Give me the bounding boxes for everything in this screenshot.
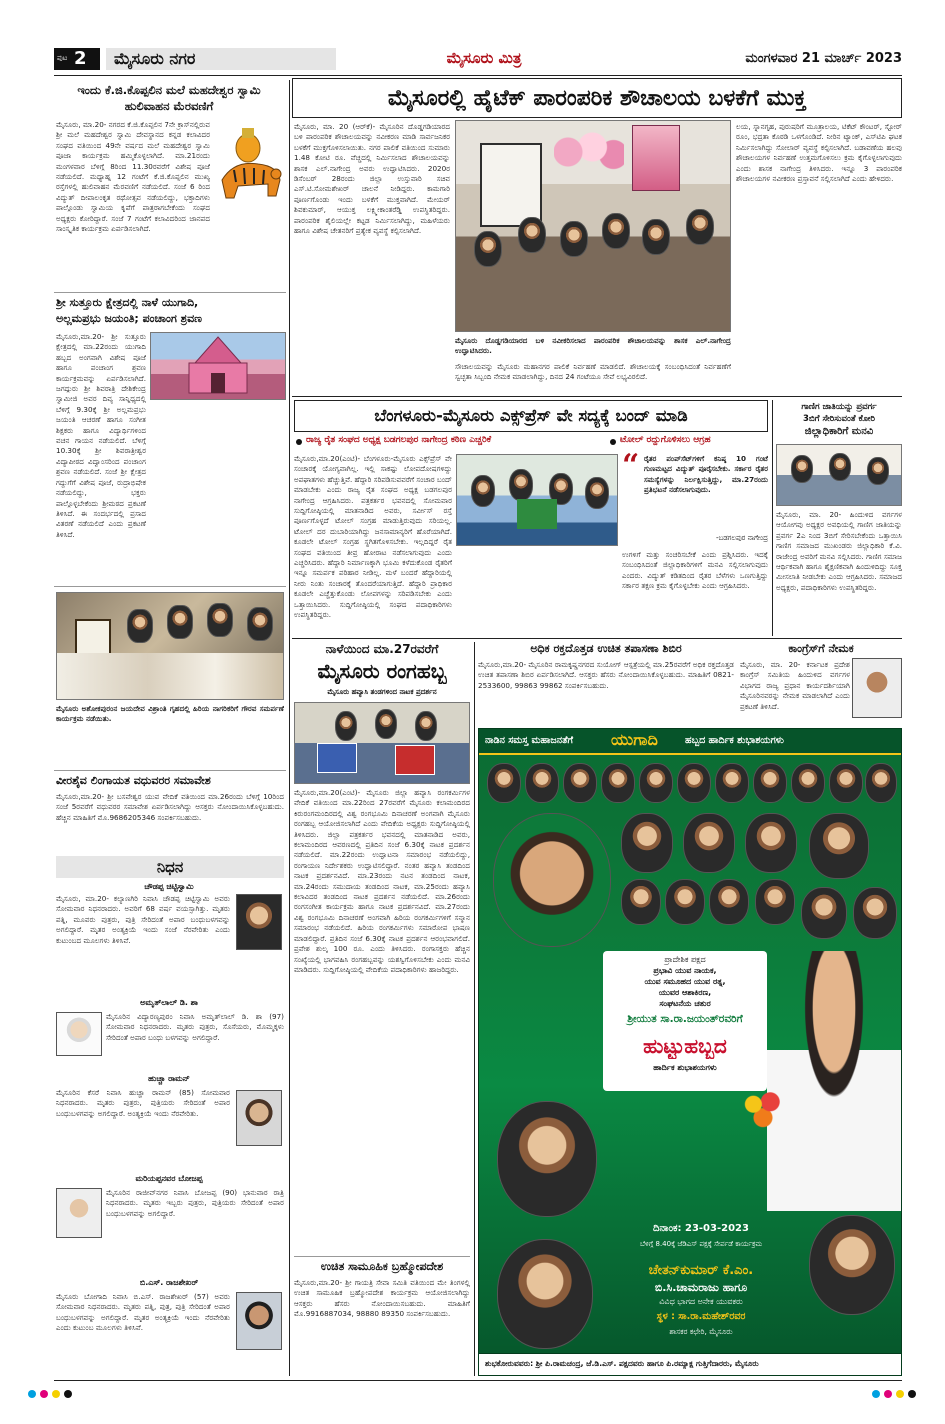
person-c [867, 457, 889, 485]
ad-venue-2: ಶಾಸಕರ ಕಛೇರಿ, ಮೈಸೂರು [669, 1327, 733, 1336]
leader-photo [563, 763, 597, 803]
felicitation-photo [56, 592, 284, 700]
obit-photo [56, 1188, 102, 1238]
obit-photo [236, 1292, 282, 1350]
page-label: ಪುಟ [57, 54, 68, 62]
bandh-quote-box [622, 448, 768, 546]
lead-headline: ಮೈಸೂರಲ್ಲಿ ಹೈಟೆಕ್ ಪಾರಂಪರಿಕ ಶೌಚಾಲಯ ಬಳಕೆಗೆ ಮುಕ್ತ [387, 86, 807, 111]
tiger-vehicle-photo [214, 124, 286, 202]
column-rule [474, 642, 475, 1376]
supporter-photo [853, 887, 897, 939]
rangahabba-headline: ಮೈಸೂರು ರಂಗಹಬ್ಬ [317, 659, 447, 683]
column-rule [772, 400, 773, 636]
bandh-subhead-row [294, 434, 768, 450]
rangahabba-body: ಮೈಸೂರು,ಮಾ.20(ಎಂಟಿ)- ಮೈಸೂರು ಜಿಲ್ಲಾ ಹವ್ಯಾಸಿ ರಂಗಕರ್ಮಿಗಳ ವೇದಿಕೆ ವತಿಯಿಂದ ಮಾ.22ರಿಂದ 27ರವರೆಗೆ ಮೈಸೂರು ಕಲಾಮಂದಿರದ ಕಿರುರಂಗಮಂದಿರದಲ್ಲಿ ವಿಶ್ವ ರಂಗಭೂಮಿ ದಿನಾಚರಣೆ ಅಂಗವಾಗಿ ಮೈಸೂರು ರಂಗಹಬ್ಬ ಆಯೋಜಿಸಲಾಗಿದೆ ಎಂದು ವೇದಿಕೆಯ ಅಧ್ಯಕ್ಷರು ಸುದ್ದಿಗೋಷ್ಠಿಯಲ್ಲಿ ತಿಳಿಸಿದರು. ಜಿಲ್ಲಾ ಪತ್ರಕರ್ತರ ಭವನದಲ್ಲಿ ಮಾತನಾಡಿದ ಅವರು, ಕಲಾಮಂದಿರದ ಆವರಣದಲ್ಲಿ ಪ್ರತಿದಿನ ಸಂಜೆ 6.30ಕ್ಕೆ ನಾಟಕ ಪ್ರದರ್ಶನ ನಡೆಯಲಿದೆ. ಮಾ.22ರಂದು ಉದ್ಘಾಟನಾ ಸಮಾರಂಭ ನಡೆಯಲಿದ್ದು, ರಂಗಾಯಣ ನಿರ್ದೇಶಕರು ಉದ್ಘಾಟಿಸಲಿದ್ದಾರೆ. ನಂತರ ಹವ್ಯಾಸಿ ತಂಡದಿಂದ ನಾಟಕ ಪ್ರದರ್ಶನವಿದೆ. ಮಾ.23ರಂದು ನಟನ ತಂಡದಿಂದ ನಾಟಕ, ಮಾ.24ರಂದು ಸಮುದಾಯ ತಂಡದಿಂದ ನಾಟಕ, ಮಾ.25ರಂದು ಹವ್ಯಾಸಿ ಕಲಾವಿದರ ತಂಡದಿಂದ ನಾಟಕ ಪ್ರದರ್ಶನ ನಡೆಯಲಿದೆ. ಮಾ.26ರಂದು ರಂಗಸಂಗೀತ ಕಾರ್ಯಕ್ರಮ ಹಾಗೂ ನಾಟಕ ಪ್ರದರ್ಶನವಿದೆ. ಮಾ.27ರಂದು ವಿಶ್ವ ರಂಗಭೂಮಿ ದಿನಾಚರಣೆ ಅಂಗವಾಗಿ ಹಿರಿಯ ರಂಗಕರ್ಮಿಗಳಿಗೆ ಸನ್ಮಾನ ಸಮಾರಂಭ ನಡೆಯಲಿದೆ. ಹಿರಿಯ ರಂಗಕರ್ಮಿಗಳು ಸಮಾರೋಪ ಭಾಷಣ ಮಾಡಲಿದ್ದಾರೆ. ಪ್ರತಿದಿನ ಸಂಜೆ 6.30ಕ್ಕೆ ನಾಟಕ ಪ್ರದರ್ಶನ ಆರಂಭವಾಗಲಿದೆ. ಪ್ರವೇಶ ಶುಲ್ಕ 100 ರೂ. ಎಂದು ತಿಳಿಸಿದರು. ರಂಗಾಸಕ್ತರು ಹೆಚ್ಚಿನ ಸಂಖ್ಯೆಯಲ್ಲಿ ಭಾಗವಹಿಸಿ ರಂಗಹಬ್ಬವನ್ನು ಯಶಸ್ವಿಗೊಳಿಸಬೇಕು ಎಂದು ಮನವಿ ಮಾಡಿದರು. ಸುದ್ದಿಗೋಷ್ಠಿಯಲ್ಲಿ ವೇದಿಕೆಯ ಪದಾಧಿಕಾರಿಗಳು ಹಾಜರಿದ್ದರು. [294, 788, 470, 974]
ad-footer [479, 1353, 901, 1375]
supporter-photo [621, 879, 661, 925]
obit-body: ಮೈಸೂರು ಬೋಗಾದಿ ನಿವಾಸಿ ಬಿ.ಎಸ್. ರಾಜಶೇಖರ್ (57) ಅವರು ಸೋಮವಾರ ನಿಧನರಾದರು. ಮೃತರು ಪತ್ನಿ, ಪುತ್ರ, ಪುತ್ರಿ ಸೇರಿದಂತೆ ಅಪಾರ ಬಂಧುಬಳಗವನ್ನು ಅಗಲಿದ್ದಾರೆ. ಮೃತರ ಅಂತ್ಯಕ್ರಿಯೆ ಇಂದು ನೆರವೇರಿತು ಎಂದು ಕುಟುಂಬ ಮೂಲಗಳು ತಿಳಿಸಿವೆ. [56, 1292, 230, 1333]
ad-people-1: ಚೇತನ್‌ಕುಮಾರ್ ಕೆ.ಎಂ. [648, 1263, 754, 1278]
bandh-col2: ಉಗಳಿಗೆ ಮತ್ತು ಸಂಚರಿಸಬೇಕೆ ಎಂದು ಪ್ರಶ್ನಿಸಿದರು. ಇದಕ್ಕೆ ಸಂಬಂಧಿಸಿದಂತೆ ಜಿಲ್ಲಾಧಿಕಾರಿಗಳಿಗೆ ಮನವಿ ಸಲ್ಲಿಸಲಾಗುವುದು ಎಂದರು. ವಿದ್ಯುತ್ ಕಡಿತದಿಂದ ರೈತರ ಬೆಳೆಗಳು ಒಣಗುತ್ತಿದ್ದು ಸರ್ಕಾರ ತಕ್ಷಣ ಕ್ರಮ ಕೈಗೊಳ್ಳಬೇಕು ಎಂದು ಆಗ್ರಹಿಸಿದರು. [622, 550, 768, 591]
person-2 [167, 605, 193, 639]
ad-line-1: ಪ್ರಾದೇಶಿಕ ಪಕ್ಷದ [664, 955, 706, 964]
obit-name: ಹುಚ್ಚಾ ರಾಮನ್ [148, 1074, 190, 1083]
leader-photo [601, 763, 635, 803]
bullet-icon [610, 439, 616, 445]
lead-col2: ಸೌಚಾಲಯವನ್ನು ಮೈಸೂರು ಮಹಾನಗರ ಪಾಲಿಕೆ ನಿರ್ವಹಣೆ ಮಾಡಲಿದೆ. ಶೌಚಾಲಯಕ್ಕೆ ಸಂಬಂಧಿಸಿದಂತೆ ನಿರ್ವಹಣೆಗೆ ಸ್ವಚ್ಛತಾ ಸಿಬ್ಬಂದಿ ನೇಮಕ ಮಾಡಲಾಗಿದ್ದು, ದಿನದ 24 ಗಂಟೆಯೂ ಸೇವೆ ಲಭ್ಯವಿರಲಿದೆ. [455, 362, 731, 382]
story-vadhuvara-body: ಮೈಸೂರು,ಮಾ.20- ಶ್ರೀ ಬಸವೇಶ್ವರ ಯುವ ವೇದಿಕೆ ವತಿಯಿಂದ ಮಾ.26ರಂದು ಬೆಳಿಗ್ಗೆ 10ರಿಂದ ಸಂಜೆ 5ರವರೆಗೆ ವಧುವರರ ಸಮಾವೇಶ ಏರ್ಪಡಿಸಲಾಗಿದ್ದು ಆಸಕ್ತರು ನೋಂದಾಯಿಸಿಕೊಳ್ಳಬಹುದು. ಹೆಚ್ಚಿನ ಮಾಹಿತಿಗೆ ಮೊ.9686205346 ಸಂಪರ್ಕಿಸಬಹುದು. [56, 792, 284, 822]
header-rule [54, 75, 902, 76]
leader-photo [753, 763, 787, 803]
reg-dot [896, 1390, 904, 1398]
obit-photo [236, 894, 282, 950]
organizer-2 [375, 709, 397, 739]
column-rule [289, 80, 290, 1376]
congress-body: ಮೈಸೂರು, ಮಾ. 20- ಕರ್ನಾಟಕ ಪ್ರದೇಶ ಕಾಂಗ್ರೆಸ್ ಸಮಿತಿಯ ಹಿಂದುಳಿದ ವರ್ಗಗಳ ವಿಭಾಗದ ರಾಜ್ಯ ಪ್ರಧಾನ ಕಾರ್ಯದರ್ಶಿಯಾಗಿ ಮೈಸೂರಿನವರನ್ನು ನೇಮಕ ಮಾಡಲಾಗಿದೆ ಎಂದು ಪ್ರಕಟಣೆ ತಿಳಿಸಿದೆ. [740, 660, 850, 711]
reg-dot [908, 1390, 916, 1398]
story-kg-koppal-body: ಮೈಸೂರು, ಮಾ.20- ನಗರದ ಕೆ.ಜಿ.ಕೊಪ್ಪಲಿನ 7ನೇ ಕ್ರಾಸ್‌ನಲ್ಲಿರುವ ಶ್ರೀ ಮಲೆ ಮಹದೇಶ್ವರ ಸ್ವಾಮಿ ದೇವಸ್ಥಾನದ ಕನ್ನಡ ಕಲಾವಿದರ ಸಂಘದ ವತಿಯಿಂದ 49ನೇ ವರ್ಷದ ಮಲೆ ಮಹದೇಶ್ವರ ಸ್ವಾಮಿ ಪೂಜಾ ಕಾರ್ಯಕ್ರಮ ಹಮ್ಮಿಕೊಳ್ಳಲಾಗಿದೆ. ಮಾ.21ರಂದು ಮಂಗಳವಾರ ಬೆಳಿಗ್ಗೆ 8ರಿಂದ 11.30ರವರೆಗೆ ವಿಶೇಷ ಪೂಜೆ ನಡೆಯಲಿದೆ. ಮಧ್ಯಾಹ್ನ 12 ಗಂಟೆಗೆ ಕೆ.ಜಿ.ಕೊಪ್ಪಲಿನ ಮುಖ್ಯ ರಸ್ತೆಗಳಲ್ಲಿ ಹುಲಿವಾಹನ ಮೆರವಣಿಗೆ ನಡೆಯಲಿದೆ. ಸಂಜೆ 6 ರಿಂದ ವಿದ್ಯುತ್ ದೀಪಾಲಂಕೃತ ರಥೋತ್ಸವ ನಡೆಯಲಿದ್ದು, ಭಕ್ತಾದಿಗಳು ಪಾಲ್ಗೊಂಡು ಸ್ವಾಮಿಯ ಕೃಪೆಗೆ ಪಾತ್ರರಾಗಬೇಕೆಂದು ಸಂಘದ ಅಧ್ಯಕ್ಷರು ಕೋರಿದ್ದಾರೆ. ಸಂಜೆ 7 ಗಂಟೆಗೆ ಕಲಾವಿದರಿಂದ ಜಾನಪದ ಸಾಂಸ್ಕೃತಿಕ ಕಾರ್ಯಕ್ರಮ ಏರ್ಪಡಿಸಲಾಗಿದೆ. [56, 120, 210, 234]
story-kg-koppal-body-cont [56, 260, 284, 290]
dignitary-5 [642, 219, 670, 255]
dignitary-2 [518, 217, 546, 253]
dignitary-1 [474, 231, 502, 267]
obit-body: ಮೈಸೂರು, ಮಾ.20- ಕಲ್ಯಾಣಗಿರಿ ನಿವಾಸಿ ಚೌಡಪ್ಪ ಚಿಟ್ಟಿಸ್ವಾಮಿ ಅವರು ಸೋಮವಾರ ನಿಧನರಾದರು. ಅವರಿಗೆ 68 ವರ್ಷ ವಯಸ್ಸಾಗಿತ್ತು. ಮೃತರು ಪತ್ನಿ, ಮೂವರು ಪುತ್ರರು, ಪುತ್ರಿ ಸೇರಿದಂತೆ ಅಪಾರ ಬಂಧುಬಳಗವನ್ನು ಅಗಲಿದ್ದಾರೆ. ಮೃತರ ಅಂತ್ಯಕ್ರಿಯೆ ಇಂದು ಸಂಜೆ ನೆರವೇರಿತು ಎಂದು ಕುಟುಂಬದ ಮೂಲಗಳು ತಿಳಿಸಿವೆ. [56, 894, 230, 945]
supporter-photo [497, 1239, 593, 1349]
dignitary-4 [602, 213, 630, 249]
bandh-subhead-2: ಟೋಲ್ ರದ್ದುಗೊಳಿಸಲು ಆಗ್ರಹ [620, 435, 711, 445]
rangahabba-tag: ಮೈಸೂರು ಹವ್ಯಾಸಿ ತಂಡಗಳಿಂದ ನಾಟಕ ಪ್ರದರ್ಶನ [327, 688, 437, 696]
bullet-icon [296, 439, 302, 445]
ad-time: ಬೆಳಿಗ್ಗೆ 8.40ಕ್ಕೆ ಜೆಡಿಎಸ್ ಪಕ್ಷಕ್ಕೆ ಸೇರ್ಪಡೆ ಕಾರ್ಯಕ್ರಮ [639, 1240, 763, 1248]
section-title: ಮೈಸೂರು ನಗರ [106, 48, 336, 70]
person-a [791, 455, 813, 483]
page-number-box [54, 48, 100, 70]
supporter-photo [665, 879, 705, 925]
bandh-subhead-1: ರಾಜ್ಯ ರೈತ ಸಂಘದ ಅಧ್ಯಕ್ಷ ಬಡಗಲಪುರ ನಾಗೇಂದ್ರ ಕಠಿಣ ಎಚ್ಚರಿಕೆ [306, 435, 492, 445]
ugadi-ad [478, 728, 902, 1376]
person-b [829, 453, 851, 481]
ad-banner-pre: ನಾಡಿನ ಸಮಸ್ತ ಮಹಾಜನತೆಗೆ [485, 735, 574, 746]
poster [395, 745, 435, 775]
obit-name: ಚೌಡಪ್ಪ ಚಿಟ್ಟಿಸ್ವಾಮಿ [144, 882, 194, 891]
ad-wishes: ಹಾರ್ದಿಕ ಶುಭಾಶಯಗಳು [653, 1063, 717, 1072]
headline-suttur-l2: ಅಲ್ಲಮಪ್ರಭು ಜಯಂತಿ; ಪಂಚಾಂಗ ಶ್ರವಣ [56, 312, 202, 325]
obit-body: ಮೈಸೂರಿನ ರಾಜೀವ್‌ನಗರ ನಿವಾಸಿ ಬೋಜಪ್ಪ (90) ಭಾನುವಾರ ರಾತ್ರಿ ನಿಧನರಾದರು. ಮೃತರು ಇಬ್ಬರು ಪುತ್ರರು, ಪುತ್ರಿಯರು ಸೇರಿದಂತೆ ಅಪಾರ ಬಂಧುಬಳಗವನ್ನು ಅಗಲಿದ್ದಾರೆ. [106, 1188, 284, 1218]
raktha-body: ಮೈಸೂರು,ಮಾ.20- ಮೈಸೂರಿನ ರಾಮಕೃಷ್ಣನಗರದ ಸುಯೋಗ್ ಆಸ್ಪತ್ರೆಯಲ್ಲಿ ಮಾ.25ರವರೆಗೆ ಅಧಿಕ ರಕ್ತದೊತ್ತಡ ಉಚಿತ ತಪಾಸಣಾ ಶಿಬಿರ ಏರ್ಪಡಿಸಲಾಗಿದೆ. ಆಸಕ್ತರು ಹೆಸರು ನೋಂದಾಯಿಸಿಕೊಳ್ಳಬಹುದು. ಮಾಹಿತಿಗೆ 0821-2533600, 99863 99862 ಸಂಪರ್ಕಿಸಬಹುದು. [478, 660, 734, 690]
ad-people-2: ಬಿ.ಸಿ.ಚಾಮರಾಜು ಹಾಗೂ [654, 1281, 748, 1294]
ad-banner-key: ಯುಗಾದಿ [611, 730, 658, 749]
reg-dot [872, 1390, 880, 1398]
story-suttur-body: ಮೈಸೂರು,ಮಾ.20- ಶ್ರೀ ಸುತ್ತೂರು ಕ್ಷೇತ್ರದಲ್ಲಿ ಮಾ.22ರಂದು ಯುಗಾದಿ ಹಬ್ಬದ ಅಂಗವಾಗಿ ವಿಶೇಷ ಪೂಜೆ ಹಾಗೂ ಪಂಚಾಂಗ ಶ್ರವಣ ಕಾರ್ಯಕ್ರಮವನ್ನು ಏರ್ಪಡಿಸಲಾಗಿದೆ. ಜಗದ್ಗುರು ಶ್ರೀ ಶಿವರಾತ್ರಿ ದೇಶಿಕೇಂದ್ರ ಸ್ವಾಮೀಜಿ ಅವರ ದಿವ್ಯ ಸಾನ್ನಿಧ್ಯದಲ್ಲಿ ಬೆಳಿಗ್ಗೆ 9.30ಕ್ಕೆ ಶ್ರೀ ಅಲ್ಲಮಪ್ರಭು ಜಯಂತಿ ಆಚರಣೆ ಹಾಗೂ ಸಂಗೀತ ಶಿಕ್ಷಕರು ಹಾಗೂ ವಿದ್ಯಾರ್ಥಿಗಳಿಂದ ವಚನ ಗಾಯನ ನಡೆಯಲಿದೆ. ಬೆಳಿಗ್ಗೆ 10.30ಕ್ಕೆ ಶ್ರೀ ಶಿವರಾತ್ರೀಶ್ವರ ವಿದ್ಯಾಪೀಠದ ವಿದ್ವಾಂಸರಿಂದ ಪಂಚಾಂಗ ಶ್ರವಣ ನಡೆಯಲಿದೆ. ಸಂಜೆ ಶ್ರೀ ಕ್ಷೇತ್ರದ ಗದ್ದುಗೆಗೆ ವಿಶೇಷ ಪೂಜೆ, ರುದ್ರಾಭಿಷೇಕ ನಡೆಯಲಿದ್ದು, ಭಕ್ತರು ಪಾಲ್ಗೊಳ್ಳಬೇಕೆಂದು ಶ್ರೀಮಠದ ಪ್ರಕಟಣೆ ತಿಳಿಸಿದೆ. ಈ ಸಂದರ್ಭದಲ್ಲಿ ಪ್ರಸಾದ ವಿತರಣೆ ನಡೆಯಲಿದೆ ಎಂದು ಪ್ರಕಟಣೆ ತಿಳಿಸಿದೆ. [56, 332, 146, 539]
lead-col3: ಲಯ, ಸ್ನಾನಗೃಹ, ಪುರುಷರಿಗೆ ಮೂತ್ರಾಲಯ, ಟಿಕೆಟ್ ಕೌಂಟರ್, ಸ್ಟೋರ್ ರೂಂ, ಭದ್ರತಾ ಕೊಠಡಿ ಒಳಗೊಂಡಿದೆ. ನೀರಿನ ಟ್ಯಾಂಕ್, ಎಸ್‌ಟಿಪಿ ಘಟಕ ನಿರ್ಮಿಸಲಾಗಿದ್ದು ಸೋಲಾರ್ ವ್ಯವಸ್ಥೆ ಕಲ್ಪಿಸಲಾಗಿದೆ. ಬಡಾವಣೆಯ ಹಲವು ಶೌಚಾಲಯಗಳ ನಿರ್ವಹಣೆ ಉತ್ತಮಗೊಳಿಸಲು ಕ್ರಮ ಕೈಗೊಳ್ಳಲಾಗುವುದು ಎಂದು ಶಾಸಕ ನಾಗೇಂದ್ರ ತಿಳಿಸಿದರು. ಇನ್ನೂ 3 ಪಾರಂಪರಿಕ ಶೌಚಾಲಯಗಳ ನವೀಕರಣ ಪ್ರಸ್ತಾವನೆ ಸಲ್ಲಿಸಲಾಗಿದೆ ಎಂದು ಹೇಳಿದರು. [736, 122, 902, 184]
footer-rule [54, 1380, 902, 1381]
ad-venue: ಸ್ಥಳ : ಸಾ.ರಾ.ಮಹೇಶ್‌ರವರ [656, 1311, 746, 1322]
dignitary-3 [560, 221, 588, 257]
dc-body: ಮೈಸೂರು, ಮಾ. 20- ಹಿಂದುಳಿದ ವರ್ಗಗಳ ಆಯೋಗವು ಅಧ್ಯಕ್ಷರ ಅವಧಿಯಲ್ಲಿ ಗಾಣಿಗ ಜಾತಿಯನ್ನು ಪ್ರವರ್ಗ 2ಎ ನಿಂದ 3ಬಿಗೆ ಸೇರಿಸಬೇಕೆಂದು ಒತ್ತಾಯಿಸಿ ಗಾಣಿಗ ಸಮಾಜದ ಮುಖಂಡರು ಜಿಲ್ಲಾಧಿಕಾರಿ ಕೆ.ವಿ. ರಾಜೇಂದ್ರ ಅವರಿಗೆ ಮನವಿ ಸಲ್ಲಿಸಿದರು. ಗಾಣಿಗ ಸಮಾಜ ಆರ್ಥಿಕವಾಗಿ ಹಾಗೂ ಶೈಕ್ಷಣಿಕವಾಗಿ ಹಿಂದುಳಿದಿದ್ದು ಸೂಕ್ತ ಮೀಸಲಾತಿ ನೀಡಬೇಕು ಎಂದು ಆಗ್ರಹಿಸಿದರು. ಸಮಾಜದ ಅಧ್ಯಕ್ಷರು, ಪದಾಧಿಕಾರಿಗಳು ಉಪಸ್ಥಿತರಿದ್ದರು. [776, 510, 902, 592]
headline-vadhuvara: ವೀರಶೈವ ಲಿಂಗಾಯತ ವಧುವರರ ಸಮಾವೇಶ [56, 774, 211, 787]
obit-photo [236, 1090, 282, 1146]
temple-gopura-icon [151, 333, 285, 399]
reg-dot [884, 1390, 892, 1398]
ground [57, 653, 283, 699]
speaker-2 [509, 469, 533, 501]
obit-photo [56, 1012, 102, 1056]
issue-date: ಮಂಗಳವಾರ 21 ಮಾರ್ಚ್ 2023 [745, 51, 902, 66]
dc-photo [776, 444, 902, 506]
bandh-headline-box [294, 400, 768, 432]
supporter-photo [801, 887, 847, 939]
obit-body: ಮೈಸೂರಿನ ವಿದ್ಯಾರಣ್ಯಪುರಂ ನಿವಾಸಿ ಅಮೃತ್‌ಲಾಲ್ ಡಿ. ಶಾ (97) ಸೋಮವಾರ ನಿಧನರಾದರು. ಮೃತರು ಪುತ್ರರು, ಸೊಸೆಯರು, ಮೊಮ್ಮಕ್ಕಳು ಸೇರಿದಂತೆ ಅಪಾರ ಬಂಧು ಬಳಗವನ್ನು ಅಗಲಿದ್ದಾರೆ. [106, 1012, 284, 1042]
lead-photo [455, 120, 731, 332]
felicitation-caption: ಮೈಸೂರು ಅಶೋಕಪುರಂನ ಜಯದೇವ ವಿಶ್ರಾಂತಿ ಗೃಹದಲ್ಲಿ ಹಿರಿಯ ನಾಗರಿಕರಿಗೆ ಗೌರವ ಸಮರ್ಪಣೆ ಕಾರ್ಯಕ್ರಮ ನಡೆಯಿತು. [56, 704, 284, 724]
leader-photo [639, 763, 673, 803]
quote-icon: “ [622, 448, 640, 483]
ad-date: ದಿನಾಂಕ: 23-03-2023 [653, 1223, 749, 1234]
person-1 [127, 609, 153, 643]
supporter-photo [755, 879, 795, 925]
section-rule [292, 638, 902, 639]
ad-line-3: ಯುವ ಸಮೂಹದ ಯುವ ರತ್ನ, [644, 977, 726, 986]
supporter-photo [809, 813, 869, 879]
green-shawl [517, 499, 557, 529]
obit-name: ಅಮೃತ್‌ಲಾಲ್ ಡಿ. ಶಾ [140, 998, 198, 1007]
bandh-body-cont [456, 550, 616, 636]
bandh-headline: ಬೆಂಗಳೂರು-ಮೈಸೂರು ಎಕ್ಸ್‌ಪ್ರೆಸ್ ವೇ ಸದ್ಯಕ್ಕೆ ಬಂದ್ ಮಾಡಿ [374, 406, 688, 425]
obit-name: ಬಿ.ಎಸ್. ರಾಜಶೇಖರ್ [139, 1278, 199, 1287]
plaque [480, 143, 542, 227]
reg-dot [28, 1390, 36, 1398]
ad-honoree-name: ಶ್ರೀಯುತ ಸಾ.ರಾ.ಜಯಂತ್‌ರವರಿಗೆ [627, 1013, 743, 1025]
person-4 [247, 607, 273, 641]
lead-headline-box [292, 78, 902, 118]
masthead: ಮೈಸೂರು ಮಿತ್ರ [446, 49, 522, 67]
speaker-1 [471, 475, 495, 507]
supporter-photo [809, 1215, 895, 1315]
congress-headline: ಕಾಂಗ್ರೆಸ್‌ಗೆ ನೇಮಕ [788, 642, 854, 655]
divider [54, 292, 286, 293]
ad-banner [479, 729, 901, 755]
balloons [554, 127, 624, 177]
supporter-photo [621, 813, 673, 873]
headline-kg-koppal: ಇಂದು ಕೆ.ಜಿ.ಕೊಪ್ಪಲಿನ ಮಲೆ ಮಹದೇಶ್ವರ ಸ್ವಾಮಿ ಹುಲಿವಾಹನ ಮೆರವಣಿಗೆ [77, 83, 261, 113]
ad-banner-post: ಹಬ್ಬದ ಹಾರ್ದಿಕ ಶುಭಾಶಯಗಳು [685, 735, 784, 746]
leader-photo [677, 763, 711, 803]
obituary-title-bar [56, 856, 284, 878]
divider [54, 586, 286, 587]
bandh-quote-by: -ಬಡಗಲಪುರ ನಾಗೇಂದ್ರ [715, 534, 768, 542]
dc-headline-1: ಗಾಣಿಗ ಜಾತಿಯನ್ನು ಪ್ರವರ್ಗ [801, 402, 877, 412]
bandh-body: ಮೈಸೂರು,ಮಾ.20(ಎಂಟಿ)- ಬೆಂಗಳೂರು-ಮೈಸೂರು ಎಕ್ಸ್‌ಪ್ರೆಸ್ ವೇ ಸಂಚಾರಕ್ಕೆ ಯೋಗ್ಯವಾಗಿಲ್ಲ. ಇಲ್ಲಿ ಸಾಕಷ್ಟು ಲೋಪದೋಷಗಳಿದ್ದು ಅಪಘಾತಗಳು ಹೆಚ್ಚುತ್ತಿವೆ. ಹೆದ್ದಾರಿ ಸರಿಪಡಿಸುವವರೆಗೆ ಸಂಚಾರ ಬಂದ್ ಮಾಡಬೇಕು ಎಂದು ರಾಜ್ಯ ರೈತ ಸಂಘದ ಅಧ್ಯಕ್ಷ ಬಡಗಲಪುರ ನಾಗೇಂದ್ರ ಆಗ್ರಹಿಸಿದರು. ಪತ್ರಕರ್ತರ ಭವನದಲ್ಲಿ ಸೋಮವಾರ ಸುದ್ದಿಗೋಷ್ಠಿಯಲ್ಲಿ ಮಾತನಾಡಿದ ಅವರು, ಸರ್ವೀಸ್ ರಸ್ತೆ ಪೂರ್ಣಗೊಳ್ಳದೆ ಟೋಲ್ ಸಂಗ್ರಹ ಮಾಡುತ್ತಿರುವುದು ಸರಿಯಲ್ಲ. ಟೋಲ್ ದರ ದುಬಾರಿಯಾಗಿದ್ದು ಜನಸಾಮಾನ್ಯರಿಗೆ ಹೊರೆಯಾಗಿದೆ. ಕೂಡಲೇ ಟೋಲ್ ಸಂಗ್ರಹ ಸ್ಥಗಿತಗೊಳಿಸಬೇಕು. ಇಲ್ಲದಿದ್ದರೆ ರೈತ ಸಂಘದ ವತಿಯಿಂದ ತೀವ್ರ ಹೋರಾಟ ನಡೆಸಲಾಗುವುದು ಎಂದು ಎಚ್ಚರಿಸಿದರು. ಹೆದ್ದಾರಿ ನಿರ್ಮಾಣಕ್ಕಾಗಿ ಭೂಮಿ ಕಳೆದುಕೊಂಡ ರೈತರಿಗೆ ಇನ್ನೂ ಸಮರ್ಪಕ ಪರಿಹಾರ ನೀಡಿಲ್ಲ. ಮಳೆ ಬಂದರೆ ಹೆದ್ದಾರಿಯಲ್ಲಿ ನೀರು ನಿಂತು ಸಂಚಾರಕ್ಕೆ ತೊಂದರೆಯಾಗುತ್ತಿದೆ. ಹೆದ್ದಾರಿ ಪ್ರಾಧಿಕಾರ ಕೂಡಲೇ ಎಚ್ಚೆತ್ತುಕೊಂಡು ಲೋಪಗಳನ್ನು ಸರಿಪಡಿಸಬೇಕು ಎಂದು ಒತ್ತಾಯಿಸಿದರು. ಸುದ್ದಿಗೋಷ್ಠಿಯಲ್ಲಿ ಸಂಘದ ಪದಾಧಿಕಾರಿಗಳು ಉಪಸ್ಥಿತರಿದ್ದರು. [294, 454, 452, 620]
story-suttur-body-cont [150, 404, 284, 582]
leader-photo [525, 763, 559, 803]
ad-tagline-panel [603, 951, 767, 1091]
ad-people-3: ವಿವಿಧ ಭಾಗದ ಅನೇಕ ಯುವಕರು [659, 1297, 743, 1306]
bandh-quote: ರೈತರ ಪಂಪ್‌ಸೆಟ್‌ಗಳಿಗೆ ಕನಿಷ್ಠ 10 ಗಂಟೆ ಗುಣಮಟ್ಟದ ವಿದ್ಯುತ್ ಪೂರೈಸಬೇಕು. ಸರ್ಕಾರ ರೈತರ ಸಮಸ್ಯೆಗಳನ್ನು ನಿರ್ಲಕ್ಷಿಸುತ್ತಿದ್ದು, ಮಾ.27ರಂದು ಪ್ರತಿಭಟನೆ ನಡೆಸಲಾಗುವುದು. [644, 454, 768, 495]
main-leader-portrait [493, 813, 611, 947]
banner-portrait [632, 125, 680, 191]
leader-photo [715, 763, 749, 803]
flower-bouquet-icon [739, 1085, 787, 1133]
left-column [54, 80, 286, 1376]
section-rule [292, 396, 902, 397]
leader-photo [487, 763, 521, 803]
brahmopadesha-headline: ಉಚಿತ ಸಾಮೂಹಿಕ ಬ್ರಹ್ಮೋಪದೇಶ [320, 1260, 444, 1273]
congress-photo [852, 658, 902, 718]
organizer-3 [415, 711, 437, 741]
reg-dot [64, 1390, 72, 1398]
poster [317, 743, 357, 773]
supporter-photo [709, 879, 749, 925]
organizer-1 [335, 711, 357, 741]
leader-photo [865, 763, 897, 803]
person-3 [207, 603, 233, 637]
press-meet-photo [456, 454, 618, 546]
tiger-icon [214, 124, 286, 202]
ad-birthday: ಹುಟ್ಟುಹಬ್ಬದ [643, 1034, 727, 1058]
rangahabba-photo [294, 702, 470, 784]
ad-footer-text: ಶುಭಕೋರುವವರು: ಶ್ರೀ ಪಿ.ರಾಮಚಂದ್ರ, ಜೆ.ಡಿ.ಎಸ್. ಪಕ್ಷದವರು ಹಾಗೂ ಪಿ.ರಮ್ಯಾಕ್ಷ ಗುತ್ತಿಗೆದಾರರು, ಮೈಸೂರು [485, 1359, 759, 1368]
registration-marks [28, 1388, 916, 1400]
rangahabba-kicker: ನಾಳೆಯಿಂದ ಮಾ.27ರವರೆಗೆ [325, 642, 439, 656]
leader-photo [791, 763, 825, 803]
page-header [54, 46, 902, 74]
obit-name: ಮರಿಯಪ್ಪನವರ ಬೋಜಪ್ಪ [135, 1174, 203, 1183]
headline-suttur-l1: ಶ್ರೀ ಸುತ್ತೂರು ಕ್ಷೇತ್ರದಲ್ಲಿ ನಾಳೆ ಯುಗಾದಿ, [56, 296, 199, 309]
obit-body: ಮೈಸೂರಿನ ಕೆಸರೆ ನಿವಾಸಿ ಹುಚ್ಚಾ ರಾಮನ್ (85) ಸೋಮವಾರ ನಿಧನರಾದರು. ಮೃತರು ಪುತ್ರರು, ಪುತ್ರಿಯರು ಸೇರಿದಂತೆ ಅಪಾರ ಬಂಧುಬಳಗವನ್ನು ಅಗಲಿದ್ದಾರೆ. ಅಂತ್ಯಕ್ರಿಯೆ ಇಂದು ನೆರವೇರಿತು. [56, 1088, 230, 1118]
dignitary-6 [686, 209, 714, 245]
ad-line-4: ಯುವರ ಆಶಾಕಿರಣ, [658, 988, 712, 997]
dc-headline-2: 3ಬಿಗೆ ಸೇರಿಸುವಂತೆ ಕೋರಿ [802, 414, 876, 424]
supporter-photo [683, 813, 735, 873]
temple-photo [150, 332, 286, 400]
dc-headline-3: ಜಿಲ್ಲಾಧಿಕಾರಿಗೆ ಮನವಿ [804, 426, 874, 437]
leader-photo [829, 763, 863, 803]
page-number: 2 [74, 48, 87, 69]
brahmopadesha-body: ಮೈಸೂರು,ಮಾ.20- ಶ್ರೀ ಗಾಯತ್ರಿ ಸೇವಾ ಸಮಿತಿ ವತಿಯಿಂದ ಮೇ ತಿಂಗಳಲ್ಲಿ ಉಚಿತ ಸಾಮೂಹಿಕ ಬ್ರಹ್ಮೋಪದೇಶ ಕಾರ್ಯಕ್ರಮ ಆಯೋಜಿಸಲಾಗಿದ್ದು ಆಸಕ್ತರು ಹೆಸರು ನೋಂದಾಯಿಸಬಹುದು. ಮಾಹಿತಿಗೆ ಮೊ.9916887034, 98880 89350 ಸಂಪರ್ಕಿಸಬಹುದು. [294, 1278, 470, 1319]
speaker-4 [585, 477, 609, 509]
divider [54, 770, 286, 771]
reg-dot [52, 1390, 60, 1398]
raktha-headline: ಅಧಿಕ ರಕ್ತದೊತ್ತಡ ಉಚಿತ ತಪಾಸಣಾ ಶಿಬಿರ [530, 642, 682, 655]
obituary-title: ನಿಧನ [156, 858, 184, 876]
reg-dot [40, 1390, 48, 1398]
ad-details [603, 1215, 799, 1345]
lead-caption: ಮೈಸೂರು ದೊಡ್ಡಗಡಿಯಾರದ ಬಳಿ ನವೀಕರಿಸಲಾದ ಪಾರಂಪರಿಕ ಶೌಚಾಲಯವನ್ನು ಶಾಸಕ ಎಲ್.ನಾಗೇಂದ್ರ ಉದ್ಘಾಟಿಸಿದರು. [455, 336, 731, 356]
honoree-portrait [767, 951, 901, 1211]
ad-line-2: ಪ್ರಭಾವಿ ಯುವ ನಾಯಕ, [653, 966, 717, 975]
lead-col1: ಮೈಸೂರು, ಮಾ. 20 (ಆರ್‌ಕೆ)- ಮೈಸೂರಿನ ದೊಡ್ಡಗಡಿಯಾರದ ಬಳಿ ಪಾರಂಪರಿಕ ಶೌಚಾಲಯವನ್ನು ನವೀಕರಣ ಮಾಡಿ ಸಾರ್ವಜನಿಕರ ಬಳಕೆಗೆ ಮುಕ್ತಗೊಳಿಸಲಾಯಿತು. ನಗರ ಪಾಲಿಕೆ ವತಿಯಿಂದ ಸುಮಾರು 1.48 ಕೋಟಿ ರೂ. ವೆಚ್ಚದಲ್ಲಿ ನಿರ್ಮಿಸಲಾದ ಶೌಚಾಲಯವನ್ನು ಶಾಸಕ ಎಲ್.ನಾಗೇಂದ್ರ ಅವರು ಉದ್ಘಾಟಿಸಿದರು. 2020ರ ಡಿಸೆಂಬರ್ 28ರಂದು ಜಿಲ್ಲಾ ಉಸ್ತುವಾರಿ ಸಚಿವ ಎಸ್.ಟಿ.ಸೋಮಶೇಖರ್ ಚಾಲನೆ ನೀಡಿದ್ದರು. ಕಾಮಗಾರಿ ಪೂರ್ಣಗೊಂಡು ಇಂದು ಬಳಕೆಗೆ ಮುಕ್ತವಾಗಿದೆ. ಮೇಯರ್ ಶಿವಕುಮಾರ್, ಆಯುಕ್ತ ಲಕ್ಷ್ಮೀಕಾಂತರೆಡ್ಡಿ ಉಪಸ್ಥಿತರಿದ್ದರು. ಪಾರಂಪರಿಕ ಶೈಲಿಯಲ್ಲೇ ಕಟ್ಟಡ ನಿರ್ಮಿಸಲಾಗಿದ್ದು, ಮಹಿಳೆಯರು ಹಾಗೂ ವಿಶೇಷ ಚೇತನರಿಗೆ ಪ್ರತ್ಯೇಕ ವ್ಯವಸ್ಥೆ ಕಲ್ಪಿಸಲಾಗಿದೆ. [294, 122, 450, 236]
supporter-photo [745, 813, 797, 873]
divider [294, 1256, 470, 1257]
ad-line-5: ಸಂಘಟನೆಯ ಚತುರ [659, 999, 711, 1008]
supporter-photo [497, 1101, 597, 1217]
